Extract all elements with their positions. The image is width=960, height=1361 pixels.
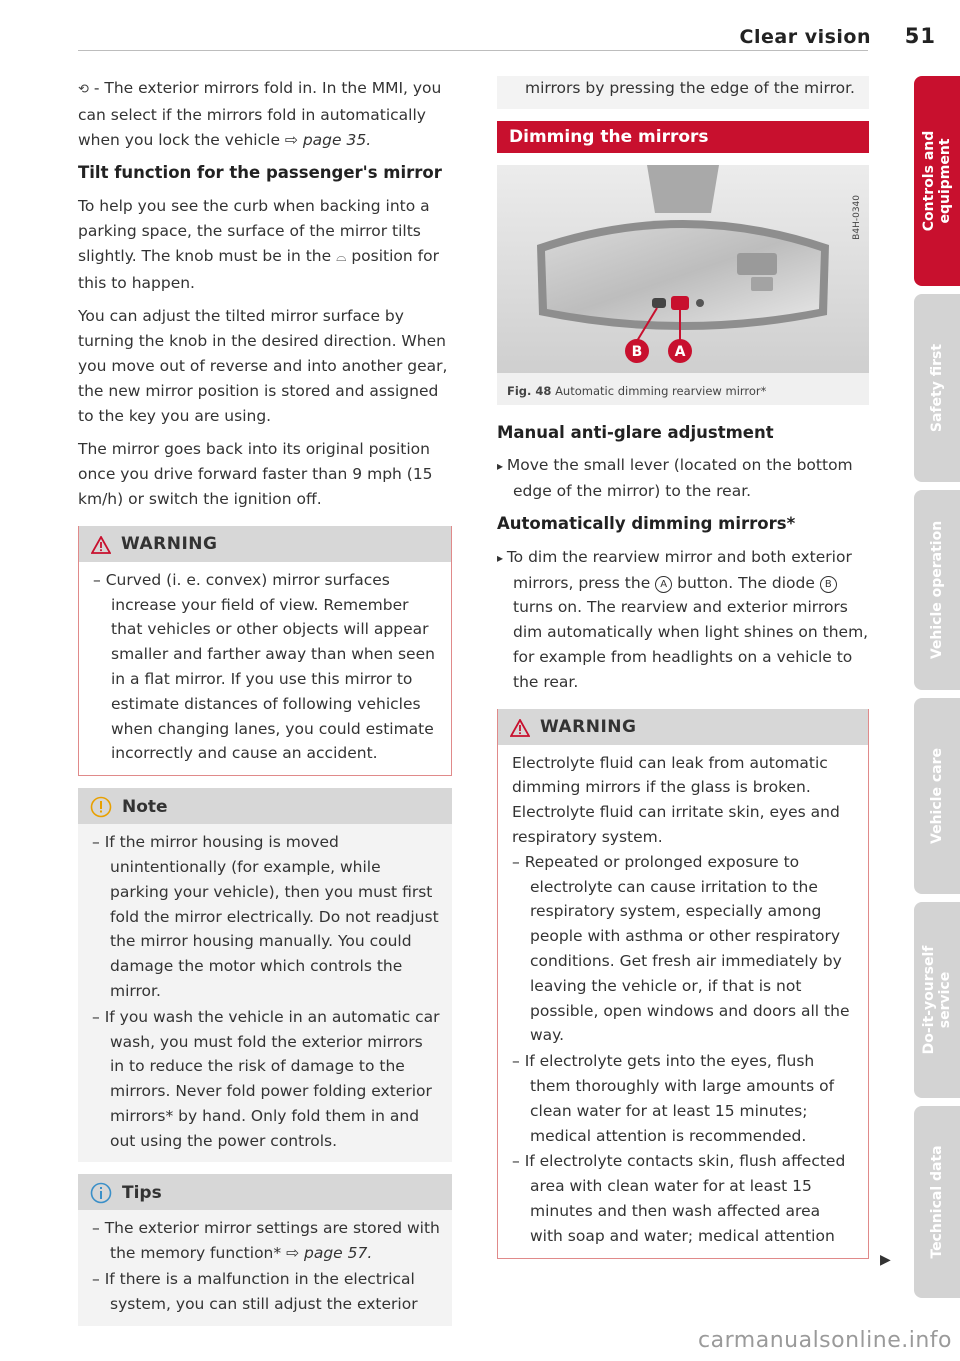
diode-b-symbol: B — [820, 576, 837, 593]
note-info-icon — [90, 796, 112, 818]
tab-safety-first[interactable] — [914, 294, 960, 482]
warning-box-left — [78, 526, 452, 776]
fold-intro-paragraph — [78, 76, 452, 152]
tips-info-icon — [90, 1182, 112, 1204]
page-57-link[interactable]: ⇨ page 57. — [286, 1244, 373, 1263]
tab-label: Vehicle care — [929, 748, 945, 844]
tips-item-1-text: The exterior mirror settings are stored with the memory function* — [104, 1219, 440, 1263]
figure-code: B4H-0340 — [852, 194, 862, 240]
warning-item: – If electrolyte gets into the eyes, flush them thoroughly with large amounts of clean water for at least 15 minutes; medical attention is recommended. — [512, 1049, 856, 1148]
manual-antiglare-step: ▸ Move the small lever (located on the bottom edge of the mirror) to the rear. — [497, 453, 869, 504]
figure-48 — [497, 165, 869, 405]
rearview-mirror-illustration — [497, 165, 869, 373]
figure-caption-text: Automatic dimming rearview mirror* — [555, 383, 767, 398]
warning-item: – Curved (i. e. convex) mirror surfaces increase your field of view. Remember that vehicles or other objects will appear smaller and farther away than when seen in a flat mirror. If you use this mirror to estimate distances of following vehicles when changing lanes, you could estimate incorrectly and cause an accident. — [93, 568, 439, 766]
tips-item — [92, 1216, 440, 1266]
button-a-symbol: A — [655, 576, 672, 593]
page-35-link[interactable]: ⇨ page 35. — [284, 130, 372, 149]
tips-continued: mirrors by pressing the edge of the mirror. — [497, 76, 869, 109]
auto-dimming-heading: Automatically dimming mirrors* — [497, 513, 796, 533]
warning-header-right — [498, 709, 868, 745]
continue-arrow-icon: ▶ — [880, 1252, 891, 1268]
manual-antiglare-heading: Manual anti-glare adjustment — [497, 422, 774, 442]
note-box — [78, 788, 452, 1162]
warning-body-right — [498, 745, 868, 1258]
tilt-function-heading: Tilt function for the passenger's mirror — [78, 163, 442, 183]
note-item: – If the mirror housing is moved unintentionally (for example, while parking your vehicle), then you must first fold the mirror electrically. Do not readjust the mirror housing manually. You could damage the motor which controls the mirror. — [92, 830, 440, 1004]
tilt-paragraph-1 — [78, 194, 452, 295]
warning-item: – Repeated or prolonged exposure to electrolyte can cause irritation to the respiratory system, especially among people with asthma or other respiratory conditions. Get fresh air immediately by leaving the vehicle or, if that is not possible, open windows and doors all the way. — [512, 850, 856, 1048]
note-header — [78, 788, 452, 824]
tab-do-it-yourself-service[interactable] — [914, 902, 960, 1098]
figure-caption-label: Fig. 48 — [507, 383, 552, 398]
warning-title-right: WARNING — [540, 717, 637, 738]
left-column — [78, 76, 452, 1326]
tab-label: Do-it-yourself service — [921, 945, 953, 1055]
warning-intro: Electrolyte fluid can leak from automatic dimming mirrors if the glass is broken. Electrolyte fluid can irritate skin, eyes and respiratory system. — [512, 753, 840, 846]
tab-label: Technical data — [929, 1145, 945, 1259]
passenger-mirror-icon: ⌓ — [336, 249, 347, 265]
right-column — [497, 76, 869, 1259]
auto-dimming-step — [497, 545, 869, 695]
footer-watermark: carmanualsonline.info — [698, 1328, 952, 1353]
warning-triangle-icon — [510, 719, 530, 737]
tilt-paragraph-1-end: position for this to happen. — [78, 246, 439, 292]
tab-vehicle-operation[interactable] — [914, 490, 960, 690]
figure-label-a: A — [674, 343, 686, 360]
running-header-title: Clear vision — [739, 26, 871, 48]
warning-body — [79, 562, 451, 775]
warning-box-right — [497, 709, 869, 1259]
tips-title: Tips — [122, 1183, 162, 1204]
tab-label: Controls and equipment — [921, 130, 953, 232]
warning-title: WARNING — [121, 534, 218, 555]
tips-box — [78, 1174, 452, 1325]
note-item: – If you wash the vehicle in an automatic car wash, you must fold the exterior mirrors in to reduce the risk of damage to the mirrors. Never fold power folding exterior mirrors* by hand. Only fold them in and out using the power controls. — [92, 1005, 440, 1154]
tips-header — [78, 1174, 452, 1210]
header-rule — [78, 50, 868, 51]
warning-header — [79, 526, 451, 562]
fold-mirror-icon: ⟲ — [78, 82, 89, 97]
tab-vehicle-care[interactable] — [914, 698, 960, 894]
warning-item: – If electrolyte contacts skin, flush affected area with clean water for at least 15 minutes and then wash affected area with soap and water; medical attention — [512, 1149, 856, 1248]
tab-label: Safety first — [929, 343, 945, 433]
note-body — [78, 824, 452, 1162]
page-number: 51 — [904, 24, 936, 48]
tilt-paragraph-1-text: To help you see the curb when backing into a parking space, the surface of the mirror tilts slightly. The knob must be in the — [78, 197, 430, 265]
tab-technical-data[interactable] — [914, 1106, 960, 1298]
tips-item: – If there is a malfunction in the electrical system, you can still adjust the exterior — [92, 1267, 440, 1317]
tips-body — [78, 1210, 452, 1325]
section-title-dimming: Dimming the mirrors — [497, 121, 869, 153]
tilt-paragraph-3: The mirror goes back into its original position once you drive forward faster than 9 mph (15 km/h) or switch the ignition off. — [78, 440, 433, 508]
figure-label-b: B — [631, 343, 643, 360]
auto-step-text-b: button. The diode — [677, 573, 815, 592]
auto-step-text-a: To dim the rearview mirror and both exterior mirrors, press the — [506, 547, 852, 592]
note-title: Note — [122, 796, 168, 817]
tab-label: Vehicle operation — [929, 520, 945, 660]
figure-caption — [497, 381, 869, 399]
tilt-paragraph-2: You can adjust the tilted mirror surface by turning the knob in the desired direction. When you move out of reverse and into another gear, the new mirror position is stored and assigned to the key you are using. — [78, 307, 448, 425]
fold-intro-text: - The exterior mirrors fold in. In the MMI, you can select if the mirrors fold in automatically when you lock the vehicle — [78, 79, 442, 149]
auto-step-text-c: turns on. The rearview and exterior mirrors dim automatically when light shines on them, for example from headlights on a vehicle to the rear. — [513, 598, 869, 691]
tab-controls-and-equipment[interactable] — [914, 76, 960, 286]
warning-triangle-icon — [91, 536, 111, 554]
